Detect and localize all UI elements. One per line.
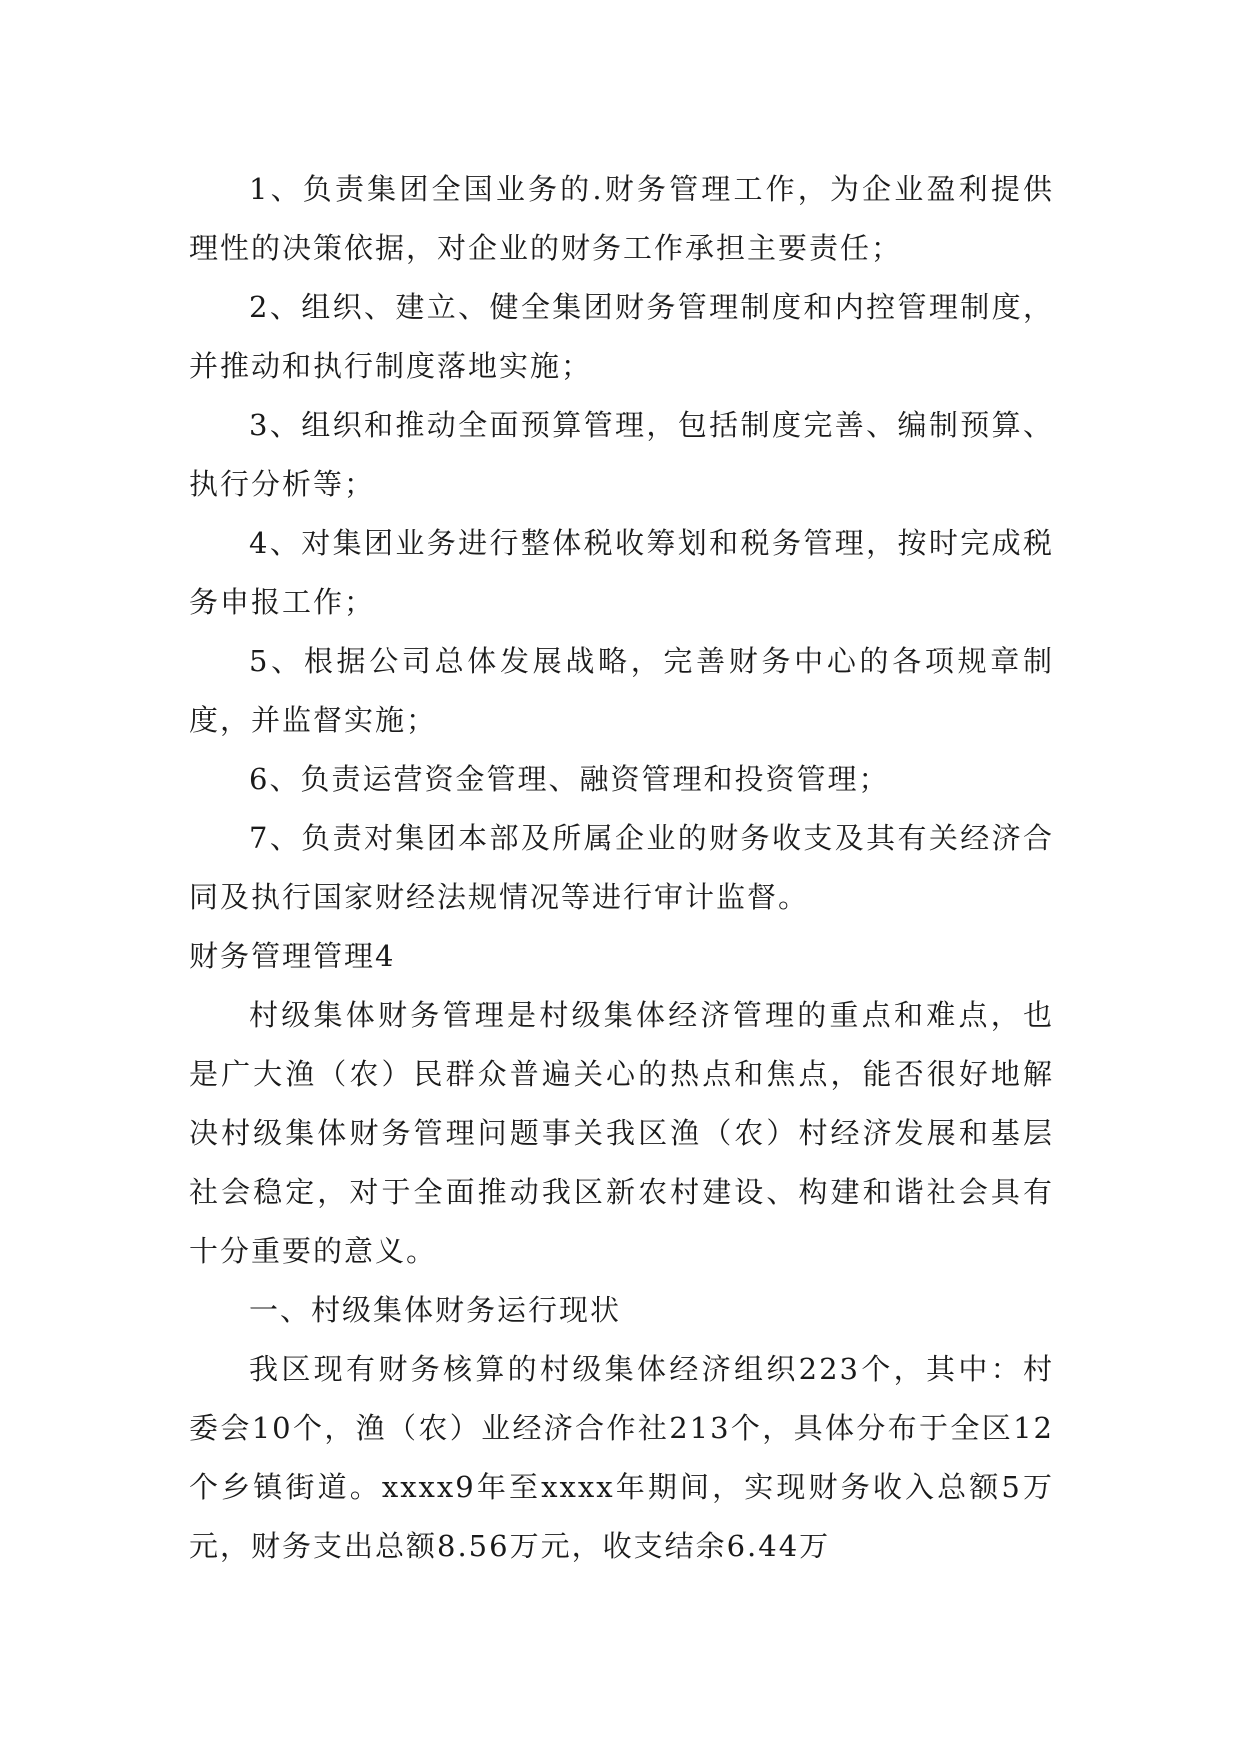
duty-item-5: 5、根据公司总体发展战略，完善财务中心的各项规章制度，并监督实施； (189, 644, 1054, 737)
section-heading: 财务管理管理4 (189, 939, 396, 973)
duty-item-3: 3、组织和推动全面预算管理，包括制度完善、编制预算、执行分析等； (189, 408, 1054, 501)
subsection-title: 一、村级集体财务运行现状 (249, 1293, 622, 1327)
duty-item-1: 1、负责集团全国业务的.财务管理工作，为企业盈利提供理性的决策依据，对企业的财务工作承担主要责任； (189, 172, 1054, 265)
section-intro-paragraph: 村级集体财务管理是村级集体经济管理的重点和难点，也是广大渔（农）民群众普遍关心的热点和焦点，能否很好地解决村级集体财务管理问题事关我区渔（农）村经济发展和基层社会稳定，对于全面推动我区新农村建设、构建和谐社会具有十分重要的意义。 (189, 998, 1054, 1268)
document-body (189, 160, 1054, 1576)
duty-item-4: 4、对集团业务进行整体税收筹划和税务管理，按时完成税务申报工作； (189, 526, 1054, 619)
status-paragraph: 我区现有财务核算的村级集体经济组织223个，其中：村委会10个，渔（农）业经济合作社213个，具体分布于全区12个乡镇街道。xxxx9年至xxxx年期间，实现财务收入总额5万元，财务支出总额8.56万元，收支结余6.44万 (189, 1352, 1054, 1563)
duty-item-7: 7、负责对集团本部及所属企业的财务收支及其有关经济合同及执行国家财经法规情况等进行审计监督。 (189, 821, 1054, 914)
duty-item-2: 2、组织、建立、健全集团财务管理制度和内控管理制度，并推动和执行制度落地实施； (189, 290, 1054, 383)
duty-item-6: 6、负责运营资金管理、融资管理和投资管理； (249, 762, 890, 796)
